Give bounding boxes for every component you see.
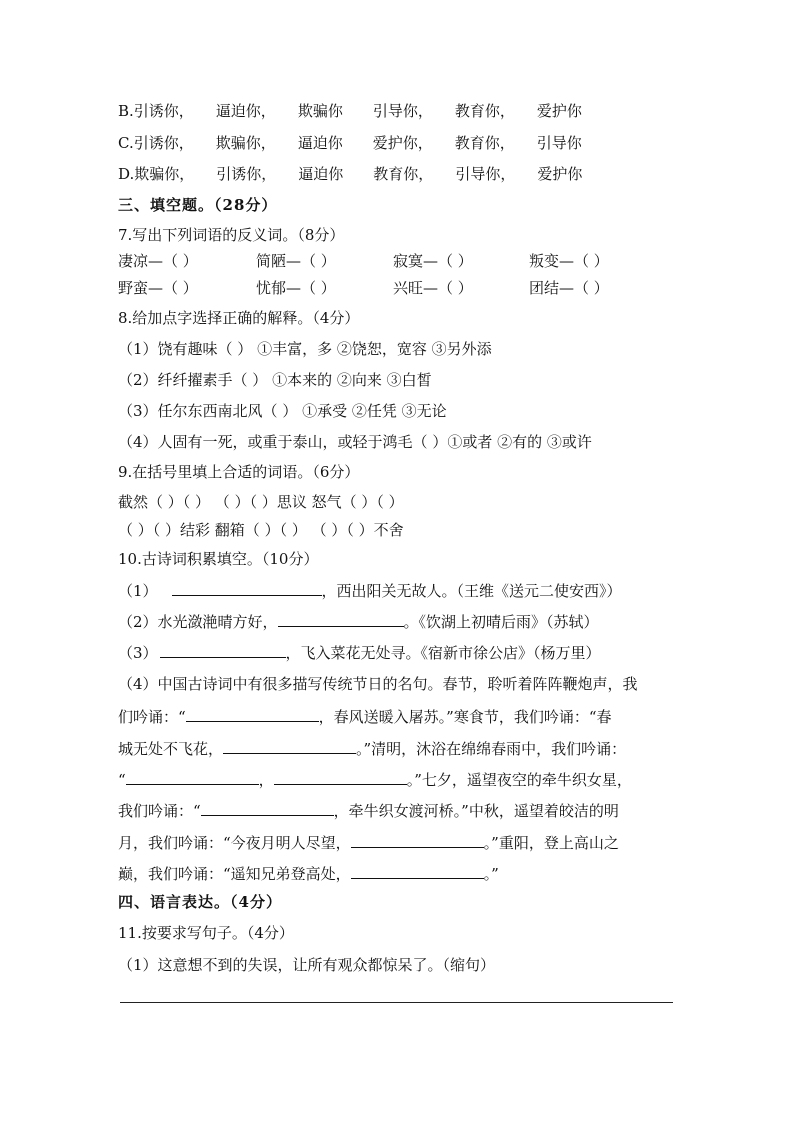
option-b-word-1: B.引诱你， (118, 102, 194, 120)
option-b (118, 101, 582, 121)
poem-blank[interactable] (351, 863, 484, 879)
q11-prompt: 11.按要求写句子。（4分） (118, 924, 294, 942)
option-d-word-2: 引诱你， (216, 165, 277, 183)
option-d-word-6: 爱护你 (537, 165, 583, 183)
option-b-word-6: 爱护你 (536, 102, 582, 120)
option-c-word-2: 欺骗你， (215, 134, 276, 152)
para-text: 月，我们吟诵：“今夜月明人尽望， (118, 834, 351, 852)
para-text: 。”重阳，登上高山之 (483, 834, 619, 852)
q10-para-line-3 (118, 738, 626, 758)
option-d-word-1: D.欺骗你， (118, 165, 195, 183)
q10-line-2 (118, 611, 599, 631)
option-b-word-5: 教育你， (454, 102, 515, 120)
q10-line-3 (118, 642, 601, 662)
para-text: 城无处不飞花， (118, 740, 224, 758)
antonym-blank[interactable]: 忧郁—（ ） (256, 279, 336, 297)
para-text: 。”七夕，遥望夜空的牵牛织女星， (406, 771, 632, 789)
q10-line-1-text: ，西出阳关无故人。（王维《送元二使安西》） (321, 582, 622, 600)
q10-para-line-5 (118, 800, 619, 820)
option-d (118, 164, 582, 184)
poem-blank[interactable] (172, 580, 322, 596)
antonym-blank[interactable]: 叛变—（ ） (529, 252, 609, 270)
option-d-word-3: 逼迫你 (298, 165, 344, 183)
q8-item-3: （3）任尔东西南北风（ ） ①承受 ②任凭 ③无论 (118, 402, 447, 420)
option-c-word-5: 教育你， (454, 134, 515, 152)
option-b-word-3: 欺骗你 (297, 102, 343, 120)
poem-blank[interactable] (186, 706, 319, 722)
q10-line-2-text: （2）水光潋滟晴方好， (118, 613, 278, 631)
poem-blank[interactable] (201, 800, 334, 816)
q10-para-line-7 (118, 863, 499, 883)
q11-item-1: （1）这意想不到的失误，让所有观众都惊呆了。（缩句） (118, 956, 496, 974)
q10-line-3-label: （3） (118, 644, 158, 662)
option-c-word-3: 逼迫你 (297, 134, 343, 152)
q8-prompt: 8.给加点字选择正确的解释。（4分） (118, 309, 360, 327)
antonym-blank[interactable]: 兴旺—（ ） (393, 279, 473, 297)
poem-blank[interactable] (274, 769, 407, 785)
q9-row-2: （ ）（ ）结彩 翻箱（ ）（ ） （ ）（ ）不舍 (118, 521, 404, 539)
q10-prompt: 10.古诗词积累填空。（10分） (118, 550, 319, 568)
q10-line-3-text: ，飞入菜花无处寻。《宿新市徐公店》（杨万里） (285, 644, 601, 662)
q10-para-line-4 (118, 769, 632, 789)
option-c-word-6: 引导你 (536, 134, 582, 152)
q10-para-line-6 (118, 832, 619, 852)
option-b-word-4: 引导你， (372, 102, 433, 120)
para-text: ， (258, 771, 274, 789)
q8-item-4: （4）人固有一死，或重于泰山，或轻于鸿毛（ ）①或者 ②有的 ③或许 (118, 433, 592, 451)
q9-row-1: 截然（ ）（ ） （ ）（ ）思议 怒气（ ）（ ） (118, 493, 404, 511)
para-text: 。”清明，沐浴在绵绵春雨中，我们吟诵： (356, 740, 627, 758)
option-d-word-4: 教育你， (373, 165, 434, 183)
option-c (118, 133, 582, 153)
option-c-word-1: C.引诱你， (118, 134, 194, 152)
poem-blank[interactable] (126, 769, 259, 785)
q8-item-1: （1）饶有趣味（ ） ①丰富，多 ②饶恕，宽容 ③另外添 (118, 340, 492, 358)
para-text: “ (118, 771, 126, 789)
para-text: 巅，我们吟诵：“遥知兄弟登高处， (118, 865, 351, 883)
para-text: ，牵牛织女渡河桥。”中秋，遥望着皎洁的明 (333, 802, 619, 820)
q8-item-2: （2）纤纤擢素手（ ） ①本来的 ②向来 ③白皙 (118, 371, 432, 389)
option-b-word-2: 逼迫你， (215, 102, 276, 120)
poem-blank[interactable] (160, 642, 286, 658)
section-4-heading: 四、语言表达。（4分） (118, 893, 282, 911)
q7-prompt: 7.写出下列词语的反义词。（8分） (118, 226, 345, 244)
q10-line-1-label: （1） (118, 582, 158, 600)
q7-row-2 (118, 278, 609, 298)
q7-row-1 (118, 251, 609, 271)
para-text: 们吟诵：“ (118, 708, 186, 726)
antonym-blank[interactable]: 野蛮—（ ） (118, 279, 198, 297)
para-text: 我们吟诵：“ (118, 802, 201, 820)
option-c-word-4: 爱护你， (372, 134, 433, 152)
poem-blank[interactable] (351, 832, 484, 848)
antonym-blank[interactable]: 团结—（ ） (529, 279, 609, 297)
q10-line-1 (118, 580, 622, 600)
q9-prompt: 9.在括号里填上合适的词语。（6分） (118, 463, 360, 481)
section-3-heading: 三、填空题。（28分） (118, 196, 278, 214)
answer-line[interactable] (120, 1002, 673, 1003)
option-d-word-5: 引导你， (455, 165, 516, 183)
q10-para-line-1: （4）中国古诗词中有很多描写传统节日的名句。春节，聆听着阵阵鞭炮声，我 (118, 675, 638, 693)
poem-blank[interactable] (223, 738, 356, 754)
q10-line-2-source: 。《饮湖上初晴后雨》（苏轼） (403, 613, 599, 631)
antonym-blank[interactable]: 寂寞—（ ） (393, 252, 473, 270)
para-text: ，春风送暖入屠苏。”寒食节，我们吟诵：“春 (318, 708, 612, 726)
para-text: 。” (483, 865, 499, 883)
q10-para-line-2 (118, 706, 612, 726)
antonym-blank[interactable]: 简陋—（ ） (256, 252, 336, 270)
antonym-blank[interactable]: 凄凉—（ ） (118, 252, 198, 270)
poem-blank[interactable] (278, 611, 404, 627)
